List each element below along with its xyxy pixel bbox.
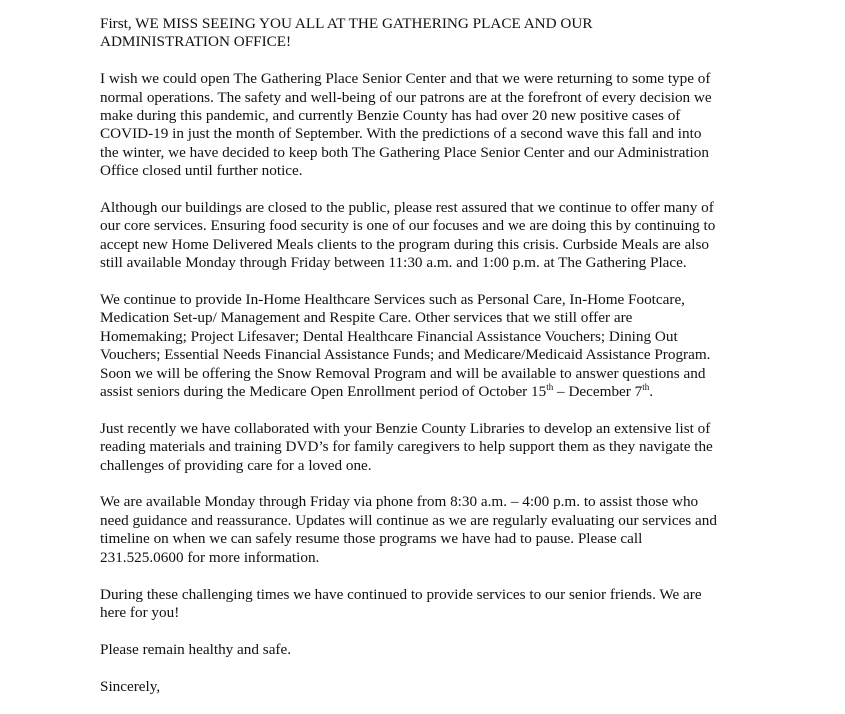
text-line: We are available Monday through Friday via phone from 8:30 a.m. – 4:00 p.m. to assist those who bbox=[100, 493, 699, 511]
greeting-paragraph bbox=[100, 15, 750, 52]
text-line: 231.525.0600 for more information. bbox=[100, 548, 320, 566]
text-line: Vouchers; Essential Needs Financial Assistance Funds; and Medicare/Medicaid Assistance Program. bbox=[100, 346, 711, 364]
text-line: need guidance and reassurance. Updates will continue as we are regularly evaluating our services and bbox=[100, 511, 717, 529]
text-line: timeline on when we can safely resume those programs we have had to pause. Please call bbox=[100, 530, 643, 548]
closure-paragraph bbox=[100, 70, 750, 180]
enrollment-text-end: . bbox=[649, 383, 654, 401]
enrollment-text-start: assist seniors during the Medicare Open Enrollment period of October 15 bbox=[100, 383, 547, 401]
text-line: Soon we will be offering the Snow Removal Program and will be available to answer questions and bbox=[100, 364, 706, 382]
text-line: here for you! bbox=[100, 603, 180, 621]
closing-salutation bbox=[100, 678, 750, 696]
phone-availability-paragraph bbox=[100, 493, 750, 567]
libraries-paragraph bbox=[100, 420, 750, 475]
text-line: Office closed until further notice. bbox=[100, 162, 303, 180]
text-line: accept new Home Delivered Meals clients to the program during this crisis. Curbside Meals are also bbox=[100, 235, 710, 253]
ordinal-suffix: th bbox=[642, 382, 650, 393]
text-line: make during this pandemic, and currently Benzie County has had over 20 new positive cases of bbox=[100, 107, 681, 125]
text-line: COVID-19 in just the month of September. With the predictions of a second wave this fall and into bbox=[100, 125, 702, 143]
text-line: Although our buildings are closed to the public, please rest assured that we continue to offer many of bbox=[100, 199, 714, 217]
text-line: ADMINISTRATION OFFICE! bbox=[100, 33, 292, 51]
text-line: First, WE MISS SEEING YOU ALL AT THE GATHERING PLACE AND OUR bbox=[100, 15, 593, 32]
text-line: Sincerely, bbox=[100, 677, 161, 695]
text-line: normal operations. The safety and well-being of our patrons are at the forefront of every decision we bbox=[100, 88, 712, 106]
text-line: Please remain healthy and safe. bbox=[100, 640, 292, 658]
text-line: We continue to provide In-Home Healthcare Services such as Personal Care, In-Home Footcare, bbox=[100, 291, 685, 309]
text-line: Medication Set-up/ Management and Respite Care. Other services that we still offer are bbox=[100, 309, 633, 327]
text-line: Just recently we have collaborated with your Benzie County Libraries to develop an extensive list of bbox=[100, 419, 711, 437]
text-line bbox=[100, 383, 750, 401]
text-line: reading materials and training DVD’s for family caregivers to help support them as they navigate the bbox=[100, 438, 713, 456]
enrollment-text-middle: – December 7 bbox=[553, 383, 643, 401]
text-line: I wish we could open The Gathering Place Senior Center and that we were returning to some type of bbox=[100, 70, 711, 88]
text-line: challenges of providing care for a loved one. bbox=[100, 456, 372, 474]
text-line: the winter, we have decided to keep both The Gathering Place Senior Center and our Administration bbox=[100, 143, 709, 161]
text-line: Homemaking; Project Lifesaver; Dental Healthcare Financial Assistance Vouchers; Dining Out bbox=[100, 327, 678, 345]
text-line: During these challenging times we have continued to provide services to our senior friends. We are bbox=[100, 585, 702, 603]
healthcare-services-paragraph bbox=[100, 291, 750, 401]
text-line: our core services. Ensuring food security is one of our focuses and we are doing this by continuing to bbox=[100, 217, 716, 235]
healthy-safe-paragraph bbox=[100, 641, 750, 659]
challenging-times-paragraph bbox=[100, 586, 750, 623]
ordinal-suffix: th bbox=[546, 382, 554, 393]
text-line: still available Monday through Friday between 11:30 a.m. and 1:00 p.m. at The Gathering Place. bbox=[100, 254, 687, 272]
letter-body bbox=[100, 15, 750, 714]
core-services-paragraph bbox=[100, 199, 750, 273]
